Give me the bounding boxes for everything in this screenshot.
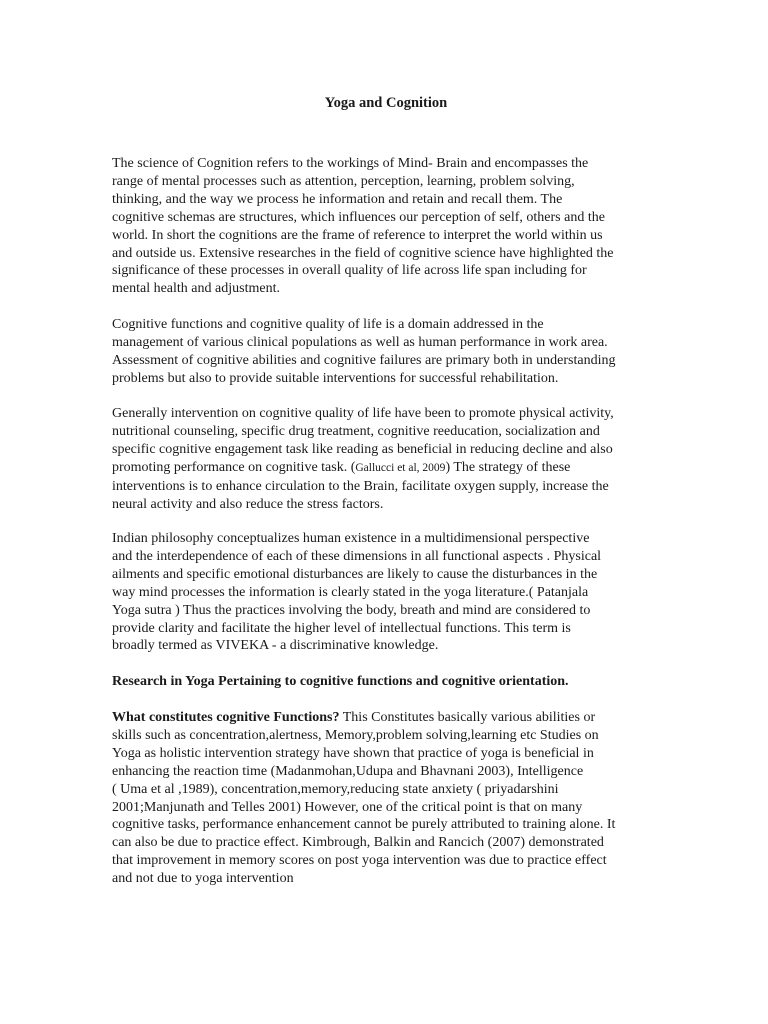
section-heading: Research in Yoga Pertaining to cognitive functions and cognitive orientation. bbox=[112, 674, 569, 689]
document-page bbox=[112, 0, 660, 1024]
text-segment: promoting performance on cognitive task. ( bbox=[112, 459, 356, 475]
document-title: Yoga and Cognition bbox=[324, 95, 448, 111]
text-line: neural activity and also reduce the stress factors. bbox=[112, 496, 384, 512]
paragraph-what-constitutes bbox=[112, 709, 660, 888]
text-line: and not due to yoga intervention bbox=[112, 871, 294, 887]
text-line-lead bbox=[112, 709, 660, 727]
text-line: Generally intervention on cognitive quality of life have been to promote physical activity, bbox=[112, 406, 614, 421]
text-line: and the interdependence of each of these dimensions in all functional aspects . Physical bbox=[112, 548, 602, 564]
text-line: Yoga sutra ) Thus the practices involving the body, breath and mind are considered to bbox=[112, 602, 591, 618]
text-line: world. In short the cognitions are the frame of reference to interpret the world within us bbox=[112, 227, 603, 243]
paragraph-cognitive-functions bbox=[112, 316, 660, 388]
text-line: cognitive schemas are structures, which influences our perception of self, others and the bbox=[112, 209, 605, 225]
text-line: Yoga as holistic intervention strategy have shown that practice of yoga is beneficial in bbox=[112, 745, 594, 761]
text-line: significance of these processes in overall quality of life across life span including for bbox=[112, 263, 587, 279]
paragraph-interventions bbox=[112, 405, 660, 513]
citation: Gallucci et al, 2009 bbox=[355, 461, 446, 474]
text-line: problems but also to provide suitable interventions for successful rehabilitation. bbox=[112, 370, 559, 386]
text-line: way mind processes the information is clearly stated in the yoga literature.( Patanjala bbox=[112, 584, 589, 600]
text-line: Assessment of cognitive abilities and cognitive failures are primary both in understanding bbox=[112, 352, 616, 368]
text-line: management of various clinical populations as well as human performance in work area. bbox=[112, 334, 608, 350]
text-segment: ) The strategy of these bbox=[445, 459, 571, 475]
text-line: nutritional counseling, specific drug treatment, cognitive reeducation, socialization and bbox=[112, 423, 600, 439]
paragraph-cognition-intro bbox=[112, 155, 660, 298]
text-line: ( Uma et al ,1989), concentration,memory,reducing state anxiety ( priyadarshini bbox=[112, 781, 559, 797]
text-line: thinking, and the way we process he information and retain and recall them. The bbox=[112, 191, 563, 207]
text-line: Cognitive functions and cognitive quality of life is a domain addressed in the bbox=[112, 317, 544, 332]
text-line: broadly termed as VIVEKA - a discriminative knowledge. bbox=[112, 638, 439, 654]
text-segment: This Constitutes basically various abilities or bbox=[339, 710, 596, 725]
text-line: cognitive tasks, performance enhancement cannot be purely attributed to training alone. It bbox=[112, 817, 616, 833]
text-line: mental health and adjustment. bbox=[112, 281, 280, 297]
text-line: that improvement in memory scores on post yoga intervention was due to practice effect bbox=[112, 853, 607, 869]
paragraph-indian-philosophy bbox=[112, 530, 660, 655]
text-line: range of mental processes such as attention, perception, learning, problem solving, bbox=[112, 173, 575, 189]
text-line-with-citation bbox=[112, 459, 660, 478]
text-line: enhancing the reaction time (Madanmohan,Udupa and Bhavnani 2003), Intelligence bbox=[112, 763, 584, 779]
text-line: interventions is to enhance circulation to the Brain, facilitate oxygen supply, increase the bbox=[112, 478, 609, 494]
text-line: Indian philosophy conceptualizes human existence in a multidimensional perspective bbox=[112, 531, 590, 546]
text-line: can also be due to practice effect. Kimbrough, Balkin and Rancich (2007) demonstrated bbox=[112, 835, 604, 851]
text-line: 2001;Manjunath and Telles 2001) However, one of the critical point is that on many bbox=[112, 799, 583, 815]
text-line: ailments and specific emotional disturbances are likely to cause the disturbances in the bbox=[112, 566, 598, 582]
lead-question: What constitutes cognitive Functions? bbox=[112, 710, 340, 725]
text-line: and outside us. Extensive researches in the field of cognitive science have highlighted the bbox=[112, 245, 614, 261]
text-line: specific cognitive engagement task like reading as beneficial in reducing decline and also bbox=[112, 441, 613, 457]
text-line: skills such as concentration,alertness, Memory,problem solving,learning etc Studies on bbox=[112, 727, 599, 743]
text-line: provide clarity and facilitate the higher level of intellectual functions. This term is bbox=[112, 620, 571, 636]
text-line: The science of Cognition refers to the workings of Mind- Brain and encompasses the bbox=[112, 156, 589, 171]
